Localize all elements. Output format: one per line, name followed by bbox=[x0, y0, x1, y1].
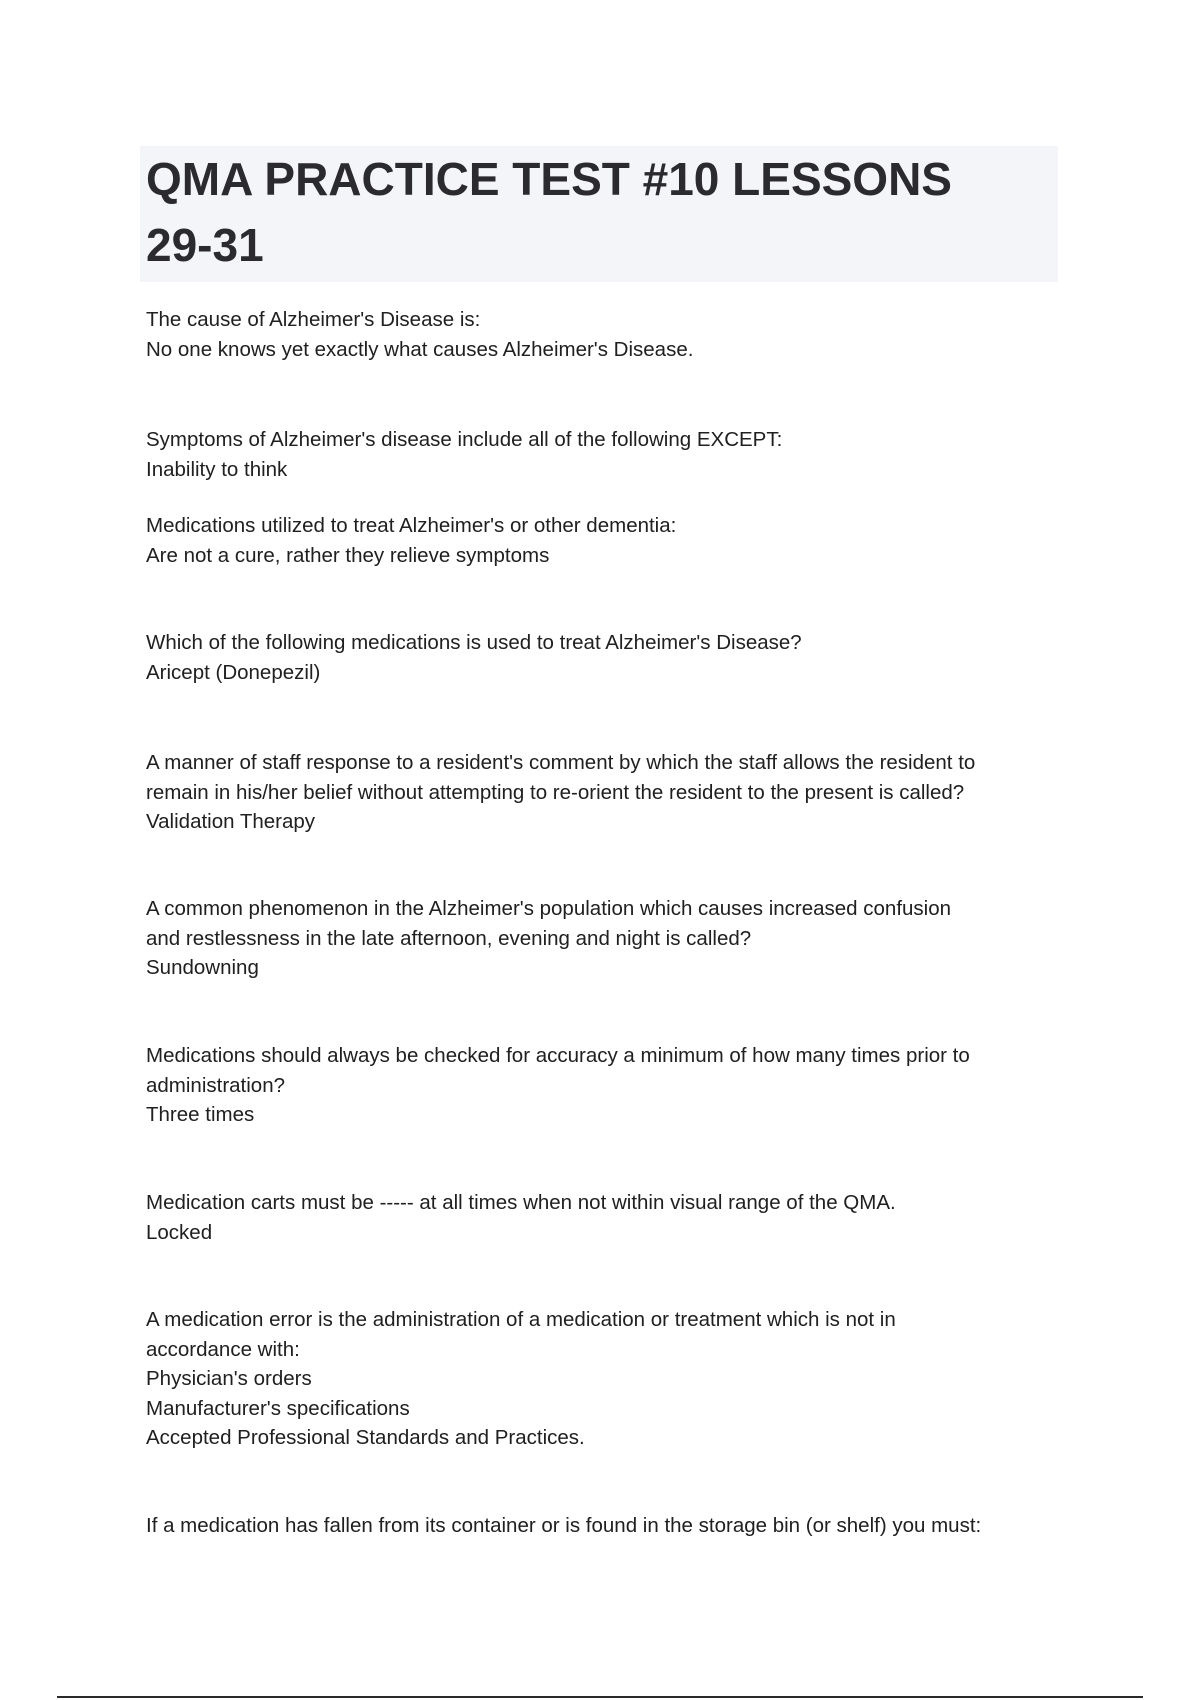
title-line-2: 29-31 bbox=[146, 219, 264, 271]
question-text: Which of the following medications is used to treat Alzheimer's Disease? bbox=[146, 631, 802, 654]
qa-item-3 bbox=[146, 511, 1066, 570]
qa-item-5 bbox=[146, 748, 1066, 837]
question-text: Medications utilized to treat Alzheimer's or other dementia: bbox=[146, 514, 677, 537]
answer-text: Are not a cure, rather they relieve symptoms bbox=[146, 543, 550, 567]
answer-text: Inability to think bbox=[146, 457, 288, 481]
answer-text: Aricept (Donepezil) bbox=[146, 660, 321, 684]
qa-item-6 bbox=[146, 894, 1066, 983]
question-text: administration? bbox=[146, 1073, 286, 1097]
qa-item-10 bbox=[146, 1511, 1066, 1541]
question-text: and restlessness in the late afternoon, evening and night is called? bbox=[146, 926, 752, 950]
answer-text: Three times bbox=[146, 1103, 255, 1126]
answer-text: Validation Therapy bbox=[146, 810, 316, 833]
title-line-1: QMA PRACTICE TEST #10 LESSONS bbox=[146, 153, 952, 205]
question-text: Medications should always be checked for accuracy a minimum of how many times prior to bbox=[146, 1044, 970, 1067]
qa-item-8 bbox=[146, 1188, 1066, 1247]
question-text: A medication error is the administration of a medication or treatment which is not in bbox=[146, 1308, 896, 1331]
page-bottom-rule bbox=[57, 1696, 1143, 1698]
question-text: A common phenomenon in the Alzheimer's population which causes increased confusion bbox=[146, 897, 952, 920]
answer-text: Sundowning bbox=[146, 956, 259, 979]
qa-item-2 bbox=[146, 425, 1066, 484]
answer-text: No one knows yet exactly what causes Alzheimer's Disease. bbox=[146, 337, 694, 361]
question-text: The cause of Alzheimer's Disease is: bbox=[146, 308, 481, 331]
qa-item-4 bbox=[146, 628, 1066, 687]
question-text: accordance with: bbox=[146, 1337, 300, 1361]
question-text: Medication carts must be ----- at all times when not within visual range of the QMA. bbox=[146, 1191, 896, 1214]
answer-text: Accepted Professional Standards and Practices. bbox=[146, 1426, 585, 1449]
qa-item-1 bbox=[146, 305, 1066, 364]
qa-item-7 bbox=[146, 1041, 1066, 1130]
answer-text: Locked bbox=[146, 1220, 213, 1244]
question-text: A manner of staff response to a resident's comment by which the staff allows the resident to bbox=[146, 751, 976, 774]
question-text: If a medication has fallen from its container or is found in the storage bin (or shelf) you must: bbox=[146, 1514, 982, 1537]
question-text: Symptoms of Alzheimer's disease include all of the following EXCEPT: bbox=[146, 428, 783, 451]
answer-text: Physician's orders bbox=[146, 1367, 312, 1390]
answer-text: Manufacturer's specifications bbox=[146, 1396, 410, 1420]
qa-item-9 bbox=[146, 1305, 1066, 1453]
question-text: remain in his/her belief without attempting to re-orient the resident to the present is called? bbox=[146, 780, 965, 804]
page-title bbox=[146, 146, 1046, 278]
